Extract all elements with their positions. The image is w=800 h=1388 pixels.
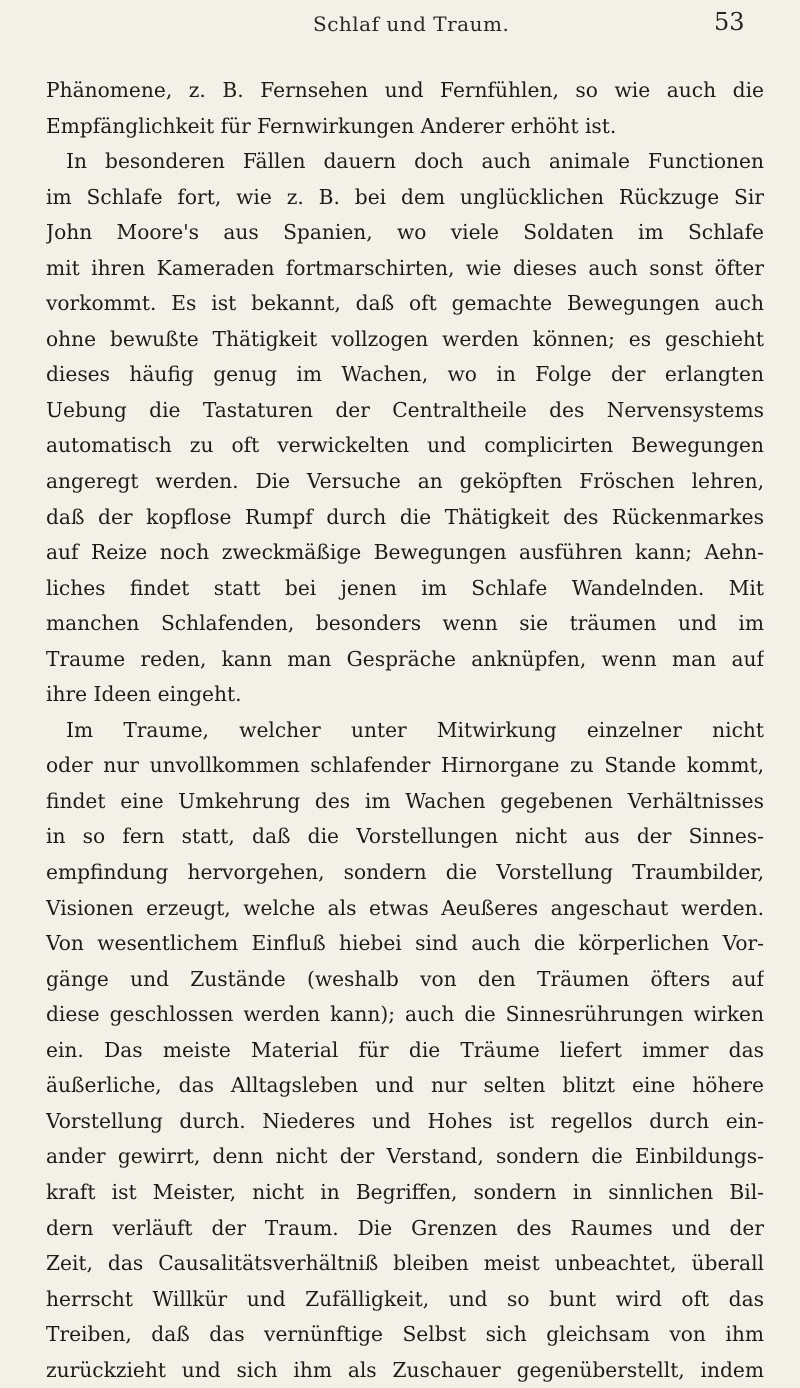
body-text [46, 73, 764, 1388]
running-head [0, 8, 800, 48]
text-line: ein. Das meiste Material für die Träume liefert immer das [46, 1037, 764, 1062]
text-line: empfindung hervorgehen, sondern die Vorstellung Traumbilder, [46, 860, 764, 885]
text-line: automatisch zu oft verwickelten und complicirten Bewegungen [46, 433, 764, 458]
text-line: mit ihren Kameraden fortmarschirten, wie dieses auch sonst öfter [46, 255, 764, 280]
text-line: herrscht Willkür und Zufälligkeit, und so bunt wird oft das [46, 1286, 764, 1311]
text-line: Treiben, daß das vernünftige Selbst sich gleichsam von ihm [46, 1322, 764, 1347]
text-line: Im Traume, welcher unter Mitwirkung einzelner nicht [66, 717, 764, 742]
text-line: Zeit, das Causalitätsverhältniß bleiben meist unbeachtet, überall [46, 1251, 764, 1276]
text-line: findet eine Umkehrung des im Wachen gegebenen Verhältnisses [46, 788, 764, 813]
text-line: dieses häufig genug im Wachen, wo in Folge der erlangten [46, 362, 764, 387]
text-line: In besonderen Fällen dauern doch auch animale Functionen [66, 149, 764, 174]
text-line: Visionen erzeugt, welche als etwas Aeußeres angeschaut werden. [46, 895, 764, 920]
text-line: ohne bewußte Thätigkeit vollzogen werden können; es geschieht [46, 326, 764, 351]
text-line: Von wesentlichem Einfluß hiebei sind auch die körperlichen Vor- [46, 931, 764, 956]
text-line: ander gewirrt, denn nicht der Verstand, sondern die Einbildungs- [46, 1144, 764, 1169]
text-line: vorkommt. Es ist bekannt, daß oft gemachte Bewegungen auch [46, 291, 764, 316]
text-line: liches findet statt bei jenen im Schlafe Wandelnden. Mit [46, 575, 764, 600]
text-line: John Moore's aus Spanien, wo viele Soldaten im Schlafe [46, 220, 764, 245]
text-line: daß der kopflose Rumpf durch die Thätigkeit des Rückenmarkes [46, 504, 764, 529]
text-line: Phänomene, z. B. Fernsehen und Fernfühlen, so wie auch die [46, 78, 764, 102]
page-number: 53 [714, 8, 745, 36]
text-line: dern verläuft der Traum. Die Grenzen des Raumes und der [46, 1215, 764, 1240]
text-line: äußerliche, das Alltagsleben und nur selten blitzt eine höhere [46, 1073, 764, 1098]
text-line: gänge und Zustände (weshalb von den Träumen öfters auf [46, 966, 764, 991]
text-line: kraft ist Meister, nicht in Begriffen, sondern in sinnlichen Bil- [46, 1179, 764, 1204]
text-line: Uebung die Tastaturen der Centraltheile des Nervensystems [46, 397, 764, 422]
text-line: in so fern statt, daß die Vorstellungen nicht aus der Sinnes- [46, 824, 764, 849]
text-line: oder nur unvollkommen schlafender Hirnorgane zu Stande kommt, [46, 753, 764, 778]
text-line: diese geschlossen werden kann); auch die Sinnesrührungen wirken [46, 1002, 764, 1027]
text-line: zurückzieht und sich ihm als Zuschauer gegenüberstellt, indem [46, 1357, 764, 1382]
text-line: auf Reize noch zweckmäßige Bewegungen ausführen kann; Aehn- [46, 540, 764, 565]
text-line: Vorstellung durch. Niederes und Hohes ist regellos durch ein- [46, 1108, 764, 1133]
text-line: ihre Ideen eingeht. [46, 682, 242, 707]
text-line: Traume reden, kann man Gespräche anknüpfen, wenn man auf [46, 646, 764, 671]
text-line: angeregt werden. Die Versuche an geköpften Fröschen lehren, [46, 469, 764, 494]
text-line: im Schlafe fort, wie z. B. bei dem unglücklichen Rückzuge Sir [46, 184, 764, 209]
running-title: Schlaf und Traum. [313, 12, 510, 36]
text-line: Empfänglichkeit für Fernwirkungen Anderer erhöht ist. [46, 113, 617, 138]
text-line: manchen Schlafenden, besonders wenn sie träumen und im [46, 611, 764, 636]
